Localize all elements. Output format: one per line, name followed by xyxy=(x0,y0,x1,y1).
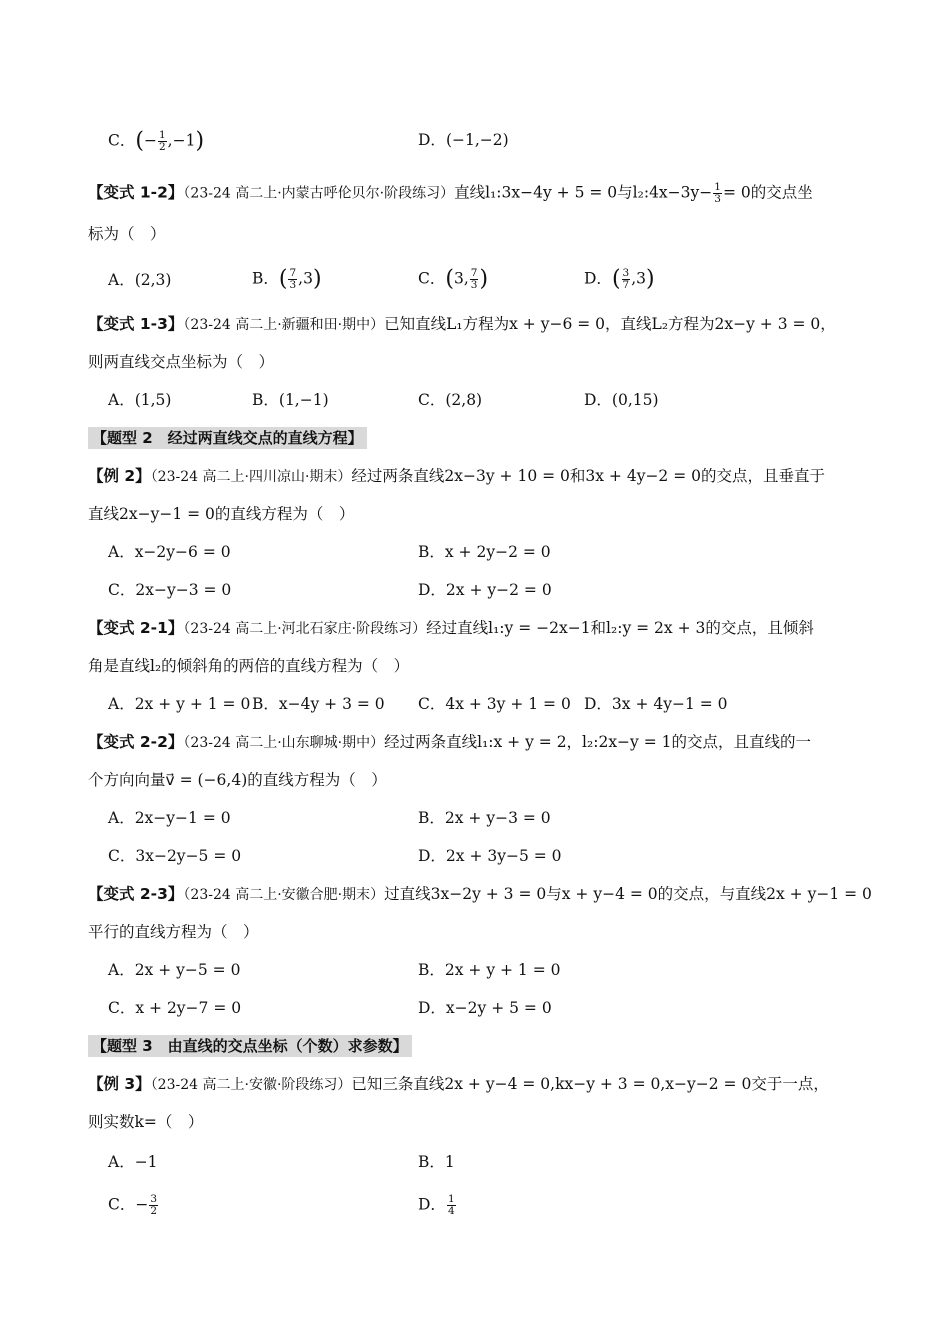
option-d: D．2x + 3y−5 = 0 xyxy=(418,847,562,865)
option-c: C．(− $\frac{1}{2}$ ,−1) xyxy=(108,128,205,154)
option-b: B．(1,−1) xyxy=(252,391,329,409)
option-a: A．x−2y−6 = 0 xyxy=(108,543,231,561)
option-a: A．2x + y−5 = 0 xyxy=(108,961,241,979)
option-a: A．(1,5) xyxy=(108,391,172,409)
question-e2: 【例 2】（23-24 高二上·四川凉山·期末）经过两条直线2x−3y + 10 = 0和3x + 4y−2 = 0的交点，且垂直于 xyxy=(88,467,825,485)
question-e3: 【例 3】（23-24 高二上·安徽·阶段练习）已知三条直线2x + y−4 = 0,kx−y + 3 = 0,x−y−2 = 0交于一点， xyxy=(88,1075,829,1093)
option-c: C．− $\frac{3}{2}$ xyxy=(108,1193,158,1217)
option-d: D．2x + y−2 = 0 xyxy=(418,581,552,599)
option-d: D．x−2y + 5 = 0 xyxy=(418,999,552,1017)
option-a: A．2x + y + 1 = 0 xyxy=(108,695,251,713)
option-a: A．2x−y−1 = 0 xyxy=(108,809,231,827)
question-v21: 【变式 2-1】（23-24 高二上·河北石家庄·阶段练习）经过直线l₁:y = −2x−1和l₂:y = 2x + 3的交点，且倾斜 xyxy=(88,619,814,637)
question-v22: 【变式 2-2】（23-24 高二上·山东聊城·期中）经过两条直线l₁:x + y = 2，l₂:2x−y = 1的交点，且直线的一 xyxy=(88,733,812,751)
option-c: C．(2,8) xyxy=(418,391,483,409)
option-d: D．3x + 4y−1 = 0 xyxy=(584,695,728,713)
option-b: B．x + 2y−2 = 0 xyxy=(418,543,551,561)
option-b: B．2x + y−3 = 0 xyxy=(418,809,551,827)
question-v21-line2: 角是直线l₂的倾斜角的两倍的直线方程为（ ） xyxy=(88,657,410,675)
section-heading: 【题型 2 经过两直线交点的直线方程】 xyxy=(88,427,367,449)
question-v12: 【变式 1-2】（23-24 高二上·内蒙古呼伦贝尔·阶段练习）直线l₁:3x−4y + 5 = 0与l₂:4x−3y− $\frac{1}{3}$ = 0的交点坐 xyxy=(88,181,813,205)
question-e2-line2: 直线2x−y−1 = 0的直线方程为（ ） xyxy=(88,505,355,523)
option-label: C． xyxy=(108,131,136,150)
option-b: B．( $\frac{7}{3}$ ,3) xyxy=(252,266,322,292)
question-v13: 【变式 1-3】（23-24 高二上·新疆和田·期中）已知直线L₁方程为x + y−6 = 0，直线L₂方程为2x−y + 3 = 0， xyxy=(88,315,836,333)
option-c: C．4x + 3y + 1 = 0 xyxy=(418,695,571,713)
option-c: C．2x−y−3 = 0 xyxy=(108,581,232,599)
section-heading: 【题型 3 由直线的交点坐标（个数）求参数】 xyxy=(88,1035,412,1057)
option-b: B．2x + y + 1 = 0 xyxy=(418,961,561,979)
option-b: B．1 xyxy=(418,1153,455,1171)
option-c: C．3x−2y−5 = 0 xyxy=(108,847,242,865)
question-v23: 【变式 2-3】（23-24 高二上·安徽合肥·期末）过直线3x−2y + 3 = 0与x + y−4 = 0的交点，与直线2x + y−1 = 0 xyxy=(88,885,872,903)
option-c: C．x + 2y−7 = 0 xyxy=(108,999,242,1017)
question-v13-line2: 则两直线交点坐标为（ ） xyxy=(88,353,275,371)
option-a: A．−1 xyxy=(108,1153,158,1171)
fraction: $\frac{1}{2}$ xyxy=(158,129,166,153)
question-v23-line2: 平行的直线方程为（ ） xyxy=(88,923,259,941)
option-d: D．(0,15) xyxy=(584,391,659,409)
option-b: B．x−4y + 3 = 0 xyxy=(252,695,385,713)
question-v12-line2: 标为（ ） xyxy=(88,225,166,243)
option-d: D．(−1,−2) xyxy=(418,131,509,149)
option-d: D． $\frac{1}{4}$ xyxy=(418,1193,455,1217)
option-a: A．(2,3) xyxy=(108,271,172,289)
question-v22-line2: 个方向向量v⃗ = (−6,4)的直线方程为（ ） xyxy=(88,771,387,789)
question-e3-line2: 则实数k=（ ） xyxy=(88,1113,204,1131)
option-c: C．(3, $\frac{7}{3}$ ) xyxy=(418,266,489,292)
option-d: D．( $\frac{3}{7}$ ,3) xyxy=(584,266,655,292)
